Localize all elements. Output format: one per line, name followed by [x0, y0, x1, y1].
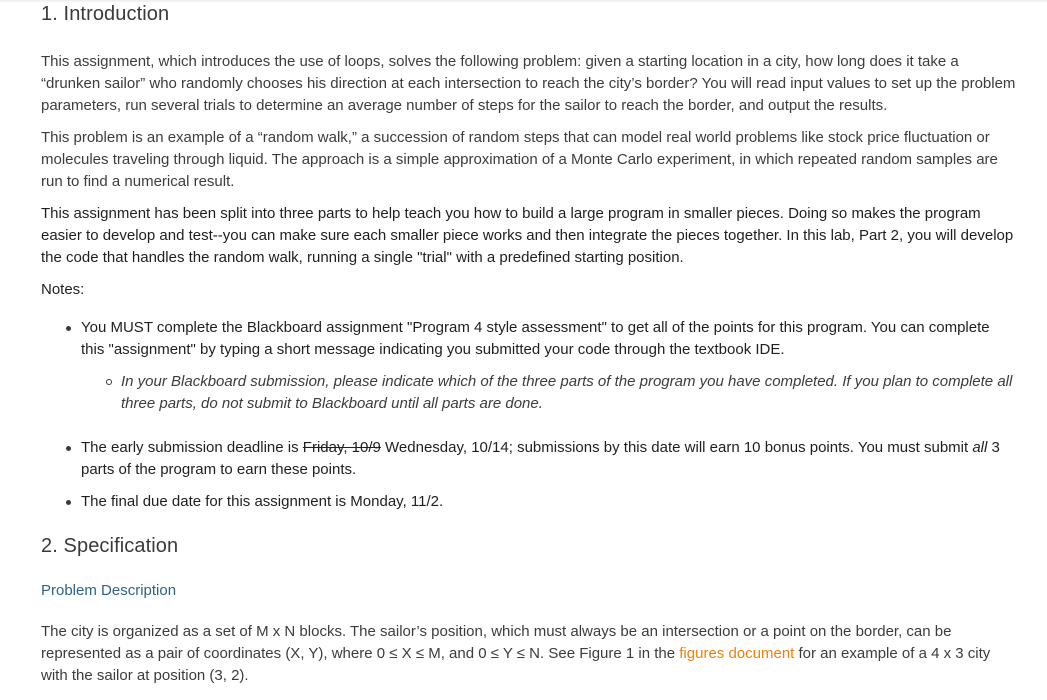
note-blackboard-assessment: [81, 317, 1016, 415]
introduction-heading: 1. Introduction: [41, 3, 170, 25]
early-deadline-struck-date: Friday, 10/9: [302, 439, 381, 456]
notes-label: Notes:: [41, 281, 85, 298]
early-deadline-emphasis: all: [972, 439, 988, 456]
document-body: [41, 0, 1016, 687]
note-blackboard-text: You MUST complete the Blackboard assignment "Program 4 style assessment" to get all of the points for this program. You can complete this "assignment" by typing a short message indicating you submitted your code through the textbook IDE.: [81, 319, 990, 358]
specification-heading: 2. Specification: [41, 535, 179, 557]
notes-list: [41, 317, 1016, 513]
intro-paragraph-3: This assignment has been split into three parts to help teach you how to build a large program in smaller pieces. Doing so makes the program easier to develop and test--you can make sure each smaller piece works and then integrate the pieces together. In this lab, Part 2, you will develop the code that handles the random walk, running a single "trial" with a predefined starting position.: [41, 205, 1014, 266]
intro-paragraph-2: This problem is an example of a “random walk,” a succession of random steps that can model real world problems like stock price fluctuation or molecules traveling through liquid. The approach is a simple approximation of a Monte Carlo experiment, in which repeated random samples are run to find a numerical result.: [41, 129, 998, 190]
note-sublist: [81, 371, 1016, 415]
city-text-after-link: for an example of a 4 x 3 city with the sailor at position (3, 2).: [41, 645, 991, 684]
early-deadline-suffix: 3 parts of the program to earn these points.: [81, 439, 1000, 478]
intro-paragraph-1: This assignment, which introduces the use of loops, solves the following problem: given a starting location in a city, how long does it take a “drunken sailor” who randomly chooses his direction at each intersection to reach the city’s border? You will read input values to set up the problem parameters, run several trials to determine an average number of steps for the sailor to reach the border, and output the results.: [41, 53, 1016, 114]
city-description-paragraph: [41, 621, 1016, 687]
early-deadline-prefix: The early submission deadline is: [81, 439, 303, 456]
note-early-deadline: [81, 437, 1016, 481]
note-blackboard-subnote: In your Blackboard submission, please indicate which of the three parts of the program you have completed. If you plan to complete all three parts, do not submit to Blackboard until all parts are done.: [121, 371, 1016, 415]
city-text-before-link: The city is organized as a set of M x N blocks. The sailor’s position, which must always be an intersection or a point on the border, can be represented as a pair of coordinates (X, Y), where 0 ≤ X ≤ M, and 0 ≤ Y ≤ N. See Figure 1 in the: [41, 623, 952, 662]
figures-document-link[interactable]: figures document: [679, 645, 795, 662]
problem-description-subheading: Problem Description: [41, 582, 177, 599]
early-deadline-middle: Wednesday, 10/14; submissions by this date will earn 10 bonus points. You must submit: [380, 439, 973, 456]
note-final-due-date: The final due date for this assignment is Monday, 11/2.: [81, 491, 1016, 513]
